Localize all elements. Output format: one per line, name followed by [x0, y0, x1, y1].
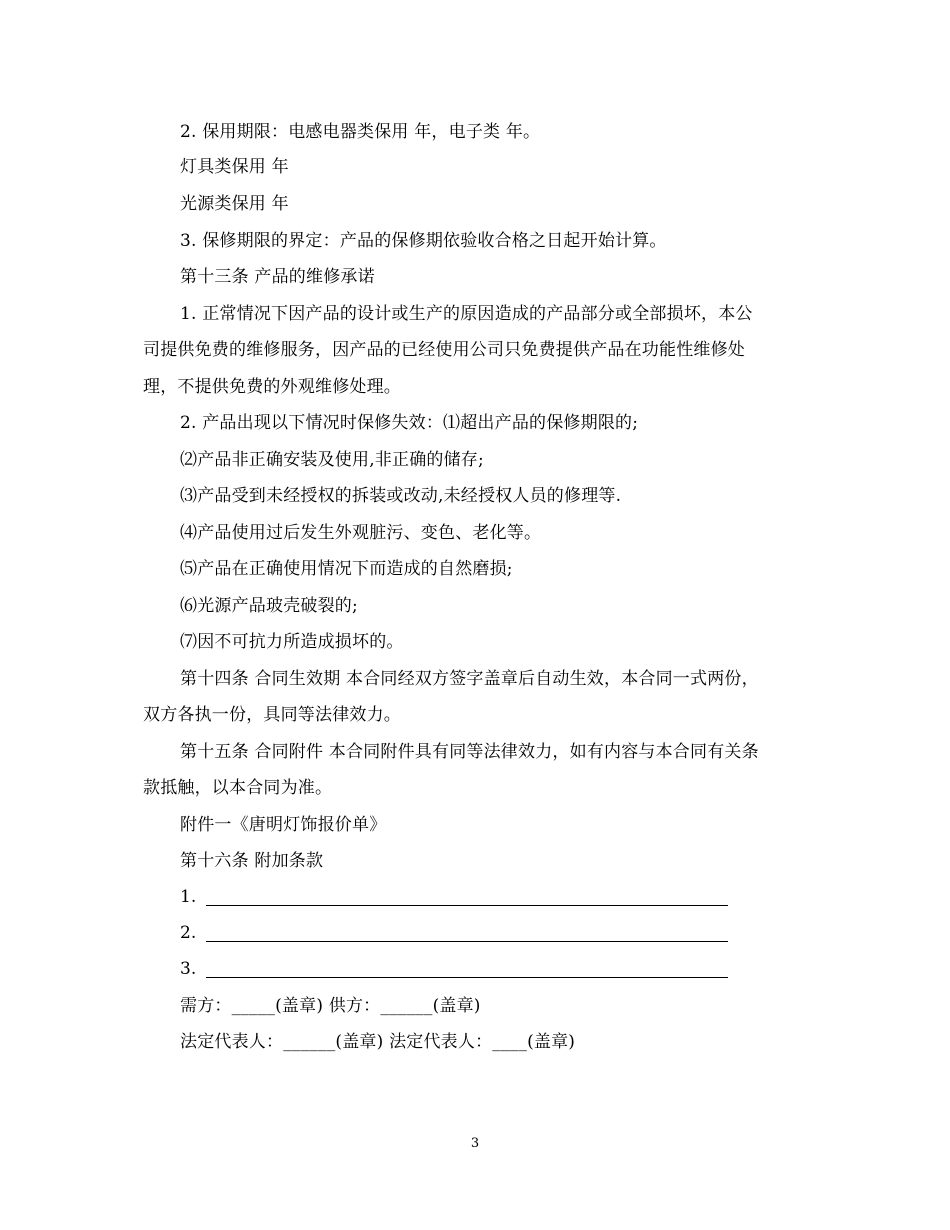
page-number: 3	[470, 1136, 480, 1151]
additional-clause-2	[180, 921, 728, 945]
warranty-void-item-3: ⑶产品受到未经授权的拆装或改动,未经授权人员的修理等.	[180, 486, 622, 506]
warranty-void-item-7: ⑺因不可抗力所造成损坏的。	[180, 632, 404, 652]
article-13-heading: 第十三条 产品的维修承诺	[180, 267, 375, 287]
warranty-void-item-6: ⑹光源产品玻壳破裂的;	[180, 596, 358, 616]
warranty-void-item-4: ⑷产品使用过后发生外观脏污、变色、老化等。	[180, 523, 542, 543]
legal-representatives-line: 法定代表人：______(盖章) 法定代表人：____(盖章)	[180, 1032, 576, 1052]
signature-parties-line: 需方：_____(盖章) 供方：______(盖章)	[180, 996, 481, 1016]
repair-promise-paragraph-line-3: 理，不提供免费的外观维修处理。	[143, 377, 401, 397]
additional-clause-3	[180, 957, 728, 981]
article-16-heading: 第十六条 附加条款	[180, 851, 324, 871]
article-14-line-1: 第十四条 合同生效期 本合同经双方签字盖章后自动生效，本合同一式两份，	[180, 669, 759, 689]
warranty-period-line: 2. 保用期限：电感电器类保用 年，电子类 年。	[180, 122, 541, 142]
warranty-definition-line: 3. 保修期限的界定：产品的保修期依验收合格之日起开始计算。	[180, 231, 667, 251]
repair-promise-paragraph-line-1: 1. 正常情况下因产品的设计或生产的原因造成的产品部分或全部损坏，本公	[180, 304, 753, 324]
article-14-line-2: 双方各执一份，具同等法律效力。	[143, 705, 401, 725]
repair-promise-paragraph-line-2: 司提供免费的维修服务，因产品的已经使用公司只免费提供产品在功能性维修处	[143, 340, 745, 360]
article-15-line-1: 第十五条 合同附件 本合同附件具有同等法律效力，如有内容与本合同有关条	[180, 742, 759, 762]
clause-number: 3.	[180, 959, 197, 979]
clause-number: 2.	[180, 923, 197, 943]
blank-rule	[206, 925, 728, 942]
warranty-void-item-5: ⑸产品在正确使用情况下而造成的自然磨损;	[180, 559, 513, 579]
additional-clause-1	[180, 885, 728, 909]
article-15-line-2: 款抵触，以本合同为准。	[143, 778, 333, 798]
blank-rule	[206, 961, 728, 978]
blank-rule	[206, 889, 728, 906]
warranty-void-item-2: ⑵产品非正确安装及使用,非正确的储存;	[180, 450, 484, 470]
warranty-void-intro-line: 2. 产品出现以下情况时保修失效：⑴超出产品的保修期限的;	[180, 413, 639, 433]
lamp-warranty-line: 灯具类保用 年	[180, 157, 289, 177]
attachment-line: 附件一《唐明灯饰报价单》	[180, 815, 387, 835]
light-source-warranty-line: 光源类保用 年	[180, 194, 289, 214]
clause-number: 1.	[180, 887, 197, 907]
